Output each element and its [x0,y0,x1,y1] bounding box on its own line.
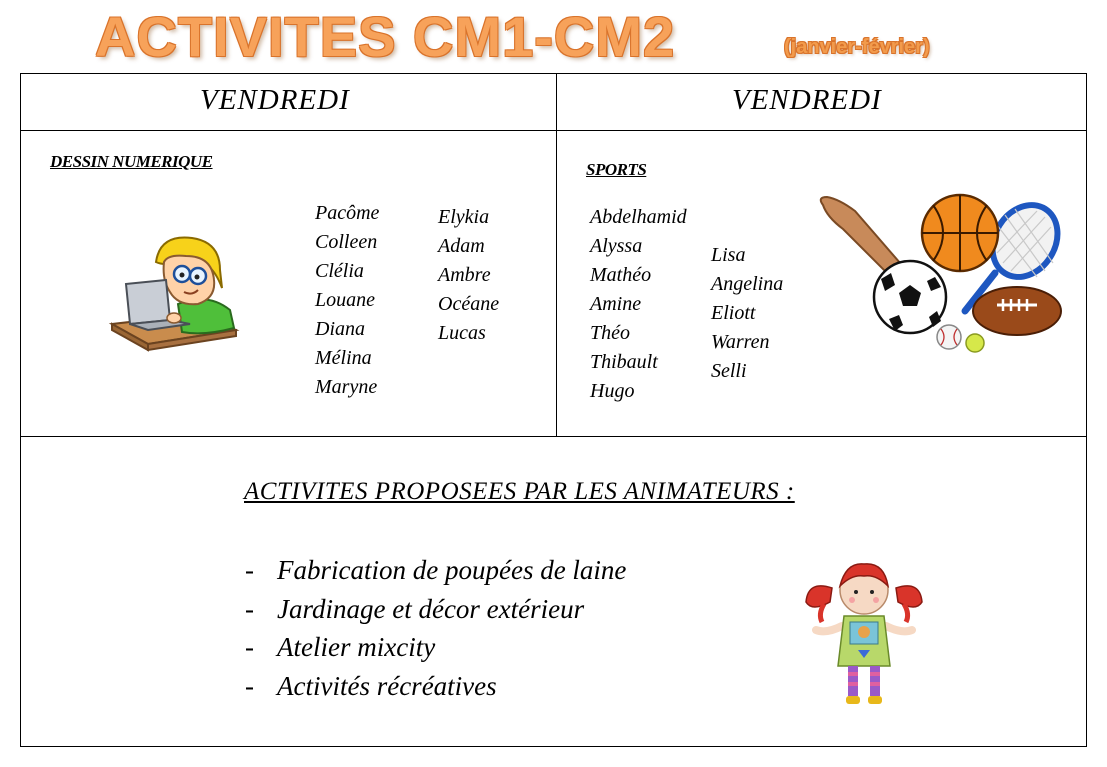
bullet-dash: - [245,593,254,624]
boy-computer-illustration [108,232,240,364]
list-item: Angelina [711,273,784,295]
list-item: Océane [438,293,500,315]
right-names-col2 [711,241,783,386]
list-item: Amine [590,293,642,315]
list-item: Warren [711,331,770,353]
page-title: ACTIVITES CM1-CM2 [95,5,676,68]
list-item: Abdelhamid [590,206,687,228]
list-item: Selli [711,360,747,382]
left-day-header: VENDREDI [200,84,350,116]
left-names-col1 [315,199,379,402]
right-activity-title: SPORTS [586,160,647,179]
animators-activity-list [245,551,626,705]
list-item: Louane [315,289,375,311]
bullet-dash: - [245,555,254,585]
column-divider [556,73,557,437]
list-item: Clélia [315,260,364,282]
list-item [245,667,626,706]
list-item: Pacôme [315,202,380,224]
list-item: Alyssa [590,235,643,257]
sports-equipment-illustration [815,193,1065,363]
list-item: Eliott [711,302,756,324]
activity-label: Jardinage et décor extérieur [277,593,585,624]
list-item: Maryne [315,376,378,398]
right-day-header: VENDREDI [732,84,882,116]
left-activity-title: DESSIN NUMERIQUE [50,152,213,171]
list-item: Ambre [438,264,491,286]
left-names-col2 [438,203,499,348]
list-item: Diana [315,318,365,340]
activity-label: Activités récréatives [277,670,497,701]
list-item: Mélina [315,347,372,369]
list-item [245,590,626,629]
activity-label: Fabrication de poupées de laine [277,555,627,585]
list-item: Lisa [711,244,746,266]
right-names-col1 [590,203,687,406]
list-item: Adam [438,235,485,257]
list-item: Hugo [590,380,635,402]
bullet-dash: - [245,670,254,701]
list-item: Colleen [315,231,378,253]
wool-doll-illustration [804,560,924,708]
list-item: Thibault [590,351,658,373]
list-item: Mathéo [590,264,652,286]
period-label: (janvier-février) [784,36,930,58]
list-item [245,628,626,667]
header-row-divider [20,130,1087,131]
section-divider [20,436,1087,437]
list-item [245,551,626,590]
animators-title: ACTIVITES PROPOSEES PAR LES ANIMATEURS : [244,478,795,505]
list-item: Lucas [438,322,486,344]
list-item: Elykia [438,206,490,228]
bullet-dash: - [245,632,254,662]
activity-label: Atelier mixcity [277,632,436,662]
list-item: Théo [590,322,630,344]
